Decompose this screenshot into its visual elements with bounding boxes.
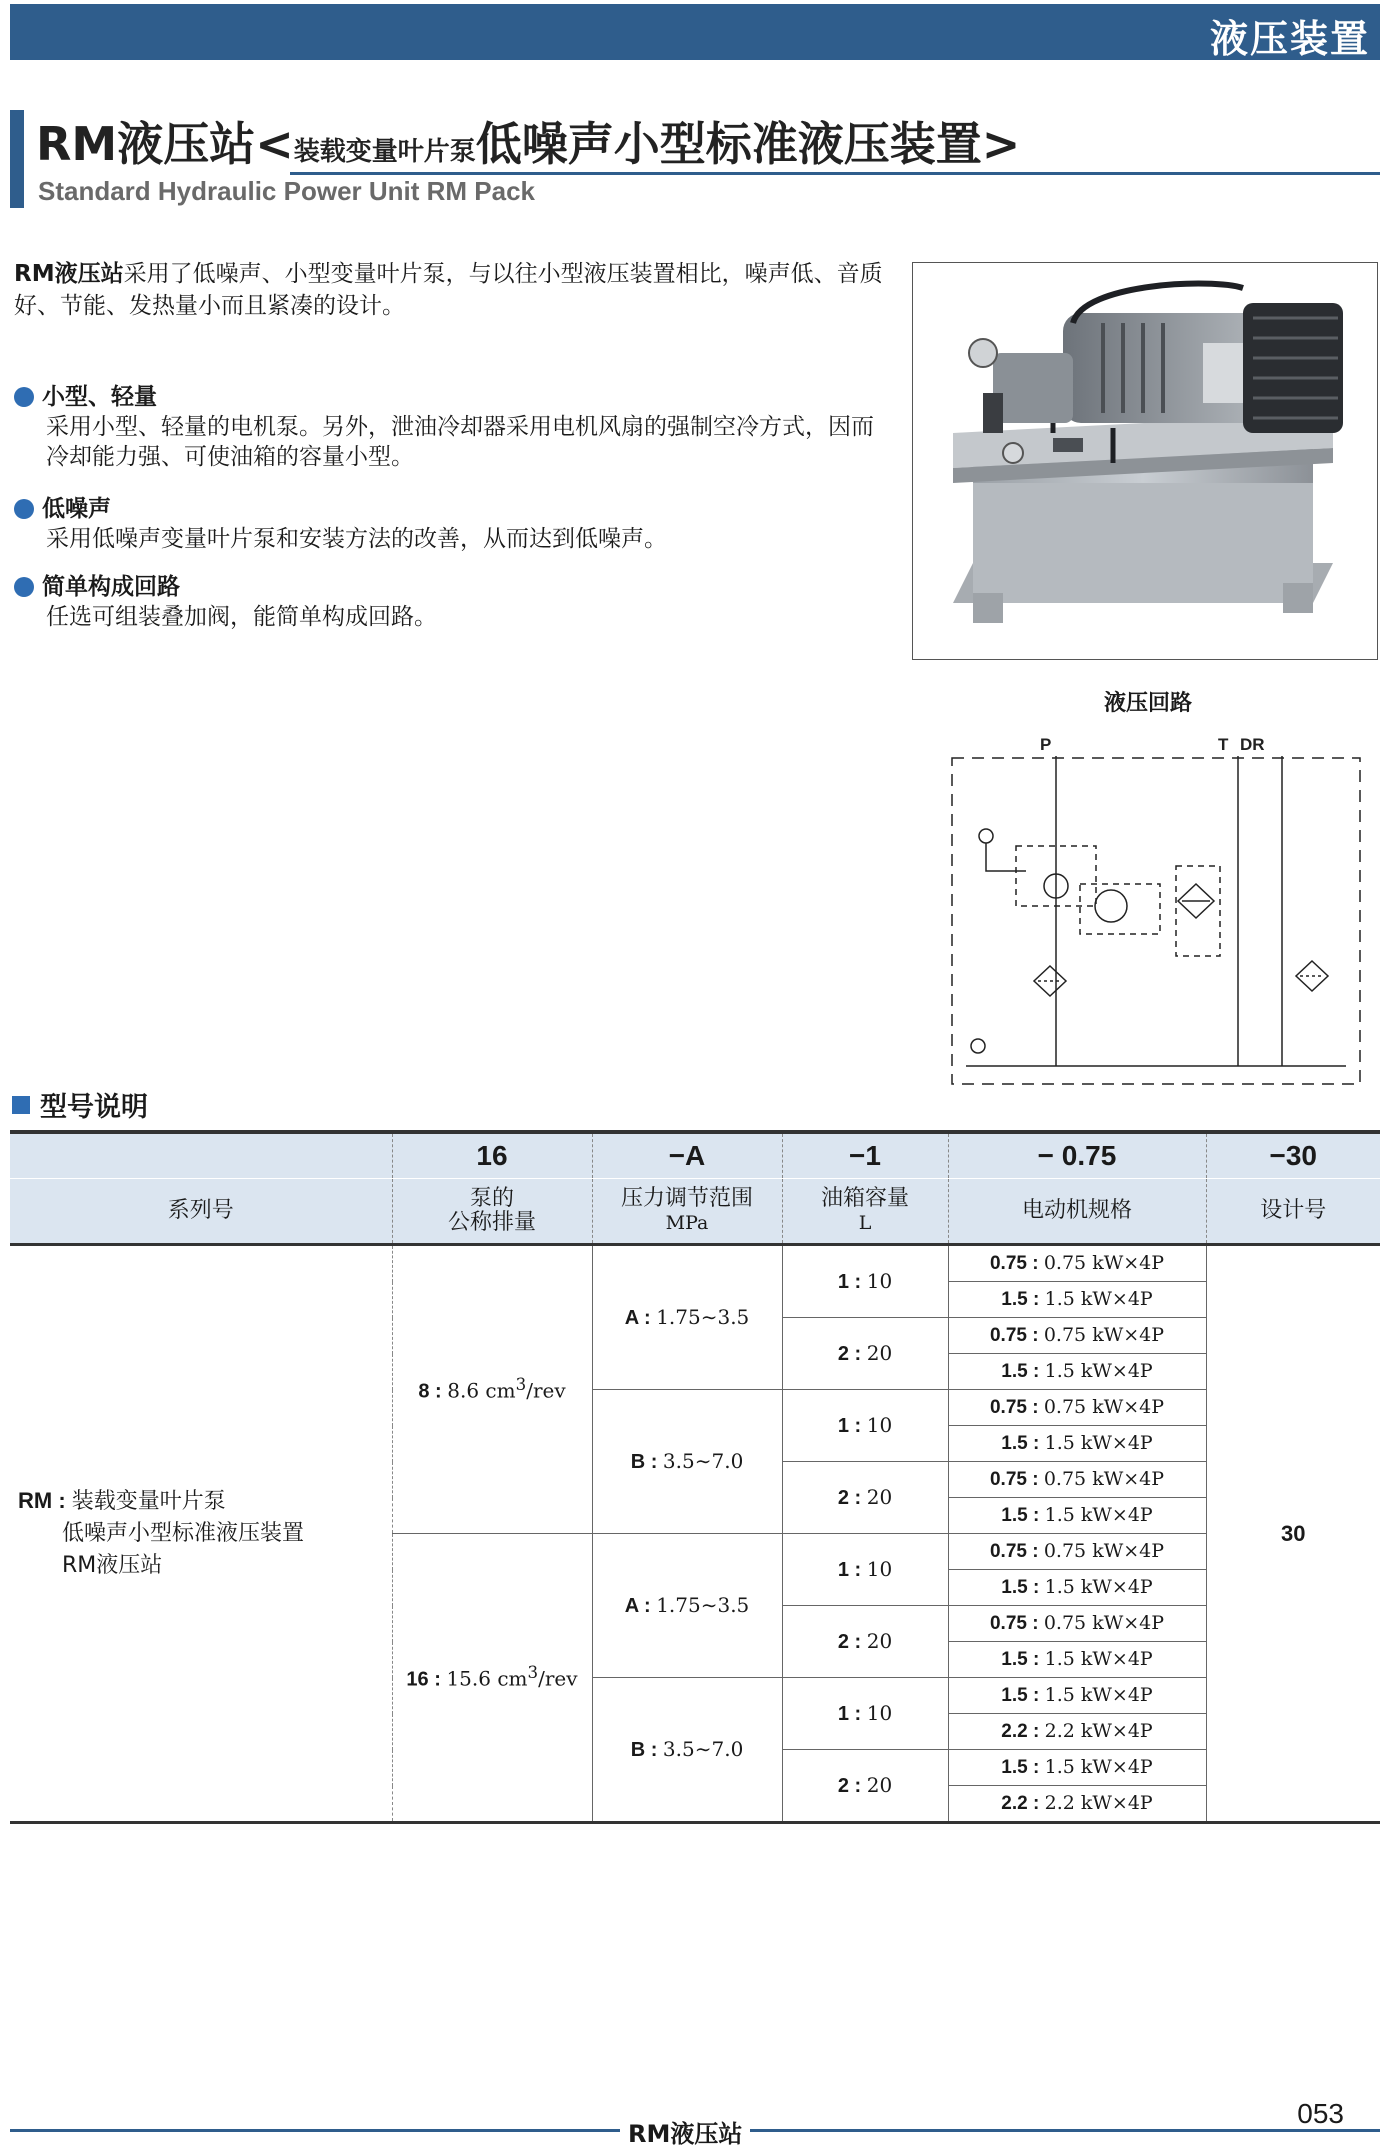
- motor-value: 1.5 kW×4P: [1044, 1288, 1153, 1310]
- motor-value: 0.75 kW×4P: [1043, 1396, 1165, 1418]
- motor-value: 1.5 kW×4P: [1044, 1648, 1153, 1670]
- intro-paragraph: [14, 258, 894, 322]
- feature-title: 小型、轻量: [42, 384, 157, 410]
- page-subtitle: Standard Hydraulic Power Unit RM Pack: [38, 176, 536, 206]
- motor-cell: [948, 1498, 1206, 1534]
- motor-value: 0.75 kW×4P: [1043, 1468, 1165, 1490]
- disp-unit: /rev: [526, 1378, 566, 1403]
- motor-cell: [948, 1534, 1206, 1570]
- tank-boundary: [952, 758, 1360, 1084]
- header-press-unit: MPa: [665, 1212, 709, 1234]
- code-design: −30: [1206, 1132, 1380, 1179]
- header-disp-line2: 公称排量: [447, 1210, 536, 1235]
- tank-cell: [782, 1245, 948, 1318]
- tank-value: 10: [866, 1557, 893, 1581]
- series-line1: 装载变量叶片泵: [71, 1489, 226, 1514]
- motor-value: 0.75 kW×4P: [1043, 1252, 1165, 1274]
- press-code: B :: [630, 1739, 663, 1761]
- model-code-table: [10, 1130, 1380, 1824]
- header-pressure: [592, 1179, 782, 1245]
- pressure-cell: [592, 1245, 782, 1390]
- motor-cell: [948, 1245, 1206, 1282]
- design-cell: 30: [1206, 1245, 1380, 1823]
- tank-cell: [782, 1750, 948, 1823]
- disp-unit: /rev: [538, 1666, 578, 1691]
- code-tank: −1: [782, 1132, 948, 1179]
- motor-code: 0.75 :: [989, 1325, 1044, 1346]
- press-code: A :: [624, 1307, 657, 1329]
- title-accent-bar: [10, 110, 24, 208]
- motor-code: 0.75 :: [989, 1253, 1044, 1274]
- header-press-line1: 压力调节范围: [620, 1186, 753, 1211]
- motor-code: 1.5 :: [1001, 1649, 1045, 1670]
- tank-value: 10: [866, 1701, 893, 1725]
- intro-lead: RM液压站: [14, 261, 124, 287]
- hydraulic-circuit-diagram: [946, 736, 1366, 1100]
- port-t-label: T: [1218, 736, 1229, 754]
- disp-sup: 3: [515, 1375, 527, 1395]
- motor-cell: [948, 1714, 1206, 1750]
- code-pressure: −A: [592, 1132, 782, 1179]
- header-series: 系列号: [10, 1179, 392, 1245]
- tank-code: 1 :: [837, 1271, 867, 1293]
- motor-value: 0.75 kW×4P: [1043, 1324, 1165, 1346]
- feature-body: 任选可组装叠加阀，能简单构成回路。: [46, 604, 437, 630]
- motor-cell: [948, 1354, 1206, 1390]
- tank-code: 2 :: [837, 1487, 867, 1509]
- series-line2: 低噪声小型标准液压装置: [62, 1521, 305, 1546]
- tank-value: 10: [866, 1269, 893, 1293]
- tank-code: 2 :: [837, 1775, 867, 1797]
- series-cell: [10, 1245, 392, 1823]
- motor-code: 0.75 :: [989, 1541, 1044, 1562]
- motor-code: 1.5 :: [1001, 1505, 1045, 1526]
- model-section-label: 型号说明: [40, 1092, 148, 1123]
- motor-value: 2.2 kW×4P: [1044, 1792, 1153, 1814]
- motor-code: 1.5 :: [1001, 1361, 1045, 1382]
- feature-block-3: [14, 572, 894, 632]
- category-label: 液压装置: [1209, 17, 1370, 61]
- title-rest: 低噪声小型标准液压装置>: [475, 117, 1021, 171]
- page-number: 053: [1297, 2098, 1344, 2129]
- feature-body: 采用小型、轻量的电机泵。另外，泄油冷却器采用电机风扇的强制空冷方式，因而冷却能力强、可使油箱的容量小型。: [46, 414, 874, 470]
- motor-cell: [948, 1786, 1206, 1823]
- title-rule: [290, 172, 1380, 175]
- page-title: [36, 108, 1020, 174]
- motor-cell: [948, 1318, 1206, 1354]
- header-disp-line1: 泵的: [469, 1186, 514, 1211]
- motor-value: 1.5 kW×4P: [1044, 1684, 1153, 1706]
- displacement-cell: [392, 1245, 592, 1534]
- header-design: 设计号: [1206, 1179, 1380, 1245]
- intro-text: 采用了低噪声、小型变量叶片泵，与以往小型液压装置相比，噪声低、音质好、节能、发热量小而且紧凑的设计。: [14, 261, 883, 319]
- press-value: 1.75∼3.5: [656, 1593, 750, 1617]
- motor-code: 1.5 :: [1001, 1577, 1045, 1598]
- series-code: RM :: [18, 1488, 72, 1513]
- motor-cell: [948, 1570, 1206, 1606]
- series-line3: RM液压站: [62, 1553, 163, 1578]
- tank-cell: [782, 1678, 948, 1750]
- tank-code: 1 :: [837, 1559, 867, 1581]
- tank-cell: [782, 1462, 948, 1534]
- motor-value: 1.5 kW×4P: [1044, 1504, 1153, 1526]
- top-banner: [10, 4, 1380, 60]
- section-square-icon: [12, 1096, 30, 1114]
- disp-sup: 3: [527, 1663, 539, 1683]
- tank-cell: [782, 1318, 948, 1390]
- hydraulic-unit-illustration: [913, 263, 1376, 658]
- motor-cell: [948, 1678, 1206, 1714]
- tank-value: 20: [866, 1341, 893, 1365]
- header-tank-unit: L: [858, 1212, 872, 1234]
- tank-value: 10: [866, 1413, 893, 1437]
- motor-value: 1.5 kW×4P: [1044, 1756, 1153, 1778]
- press-value: 3.5∼7.0: [662, 1737, 744, 1761]
- motor-cell: [948, 1606, 1206, 1642]
- tank-code: 1 :: [837, 1415, 867, 1437]
- circuit-title: 液压回路: [1104, 691, 1193, 716]
- tank-code: 1 :: [837, 1703, 867, 1725]
- feature-title: 低噪声: [42, 496, 111, 522]
- bullet-dot-icon: [14, 577, 34, 597]
- motor-code: 0.75 :: [989, 1397, 1044, 1418]
- bullet-dot-icon: [14, 387, 34, 407]
- press-code: B :: [630, 1451, 663, 1473]
- tank-code: 2 :: [837, 1343, 867, 1365]
- motor-value: 2.2 kW×4P: [1044, 1720, 1153, 1742]
- pressure-cell: [592, 1678, 782, 1823]
- motor-code: 1.5 :: [1001, 1433, 1045, 1454]
- feature-block-1: [14, 382, 894, 472]
- disp-value: 8.6 cm: [447, 1378, 516, 1403]
- motor-cell: [948, 1390, 1206, 1426]
- tank-value: 20: [866, 1629, 893, 1653]
- pressure-cell: [592, 1534, 782, 1678]
- model-section-title: [12, 1085, 148, 1124]
- displacement-cell: [392, 1534, 592, 1823]
- tank-cell: [782, 1390, 948, 1462]
- code-blank: [10, 1132, 392, 1179]
- code-displacement: 16: [392, 1132, 592, 1179]
- tank-cell: [782, 1606, 948, 1678]
- feature-block-2: [14, 494, 894, 554]
- header-tank: [782, 1179, 948, 1245]
- tank-value: 20: [866, 1773, 893, 1797]
- disp-code: 8 :: [418, 1380, 448, 1403]
- pressure-cell: [592, 1390, 782, 1534]
- motor-code: 2.2 :: [1001, 1793, 1045, 1814]
- feature-title: 简单构成回路: [42, 574, 180, 600]
- tank-code: 2 :: [837, 1631, 867, 1653]
- motor-code: 1.5 :: [1001, 1685, 1045, 1706]
- pressure-gauge-icon: [979, 829, 993, 843]
- header-displacement: [392, 1179, 592, 1245]
- motor-value: 1.5 kW×4P: [1044, 1576, 1153, 1598]
- feature-body: 采用低噪声变量叶片泵和安装方法的改善，从而达到低噪声。: [46, 526, 667, 552]
- cooler-frame: [1176, 866, 1220, 956]
- port-dr-label: DR: [1240, 736, 1265, 754]
- motor-cell: [948, 1282, 1206, 1318]
- motor-cell: [948, 1426, 1206, 1462]
- press-value: 3.5∼7.0: [662, 1449, 744, 1473]
- disp-code: 16 :: [406, 1668, 447, 1691]
- motor-code: 0.75 :: [989, 1613, 1044, 1634]
- press-code: A :: [624, 1595, 657, 1617]
- press-value: 1.75∼3.5: [656, 1305, 750, 1329]
- header-motor: 电动机规格: [948, 1179, 1206, 1245]
- port-p-label: P: [1040, 736, 1052, 754]
- motor-cell: [948, 1642, 1206, 1678]
- gauge-line: [986, 843, 1026, 871]
- product-photo: [912, 262, 1378, 660]
- motor-icon: [1095, 890, 1127, 922]
- motor-value: 0.75 kW×4P: [1043, 1612, 1165, 1634]
- bullet-dot-icon: [14, 499, 34, 519]
- motor-value: 1.5 kW×4P: [1044, 1360, 1153, 1382]
- motor-code: 2.2 :: [1001, 1721, 1045, 1742]
- motor-code: 1.5 :: [1001, 1757, 1045, 1778]
- tank-cell: [782, 1534, 948, 1606]
- tank-value: 20: [866, 1485, 893, 1509]
- disp-value: 15.6 cm: [446, 1666, 528, 1691]
- motor-value: 1.5 kW×4P: [1044, 1432, 1153, 1454]
- motor-pump-unit: [1080, 884, 1160, 934]
- title-small: 装载变量叶片泵: [293, 137, 476, 167]
- motor-cell: [948, 1462, 1206, 1498]
- footer-label: RM液压站: [620, 2114, 750, 2149]
- motor-code: 1.5 :: [1001, 1289, 1045, 1310]
- motor-cell: [948, 1750, 1206, 1786]
- header-tank-line1: 油箱容量: [820, 1186, 909, 1211]
- title-main: RM液压站<: [36, 117, 294, 171]
- level-gauge-icon: [971, 1039, 985, 1053]
- motor-code: 0.75 :: [989, 1469, 1044, 1490]
- code-motor: − 0.75: [948, 1132, 1206, 1179]
- motor-value: 0.75 kW×4P: [1043, 1540, 1165, 1562]
